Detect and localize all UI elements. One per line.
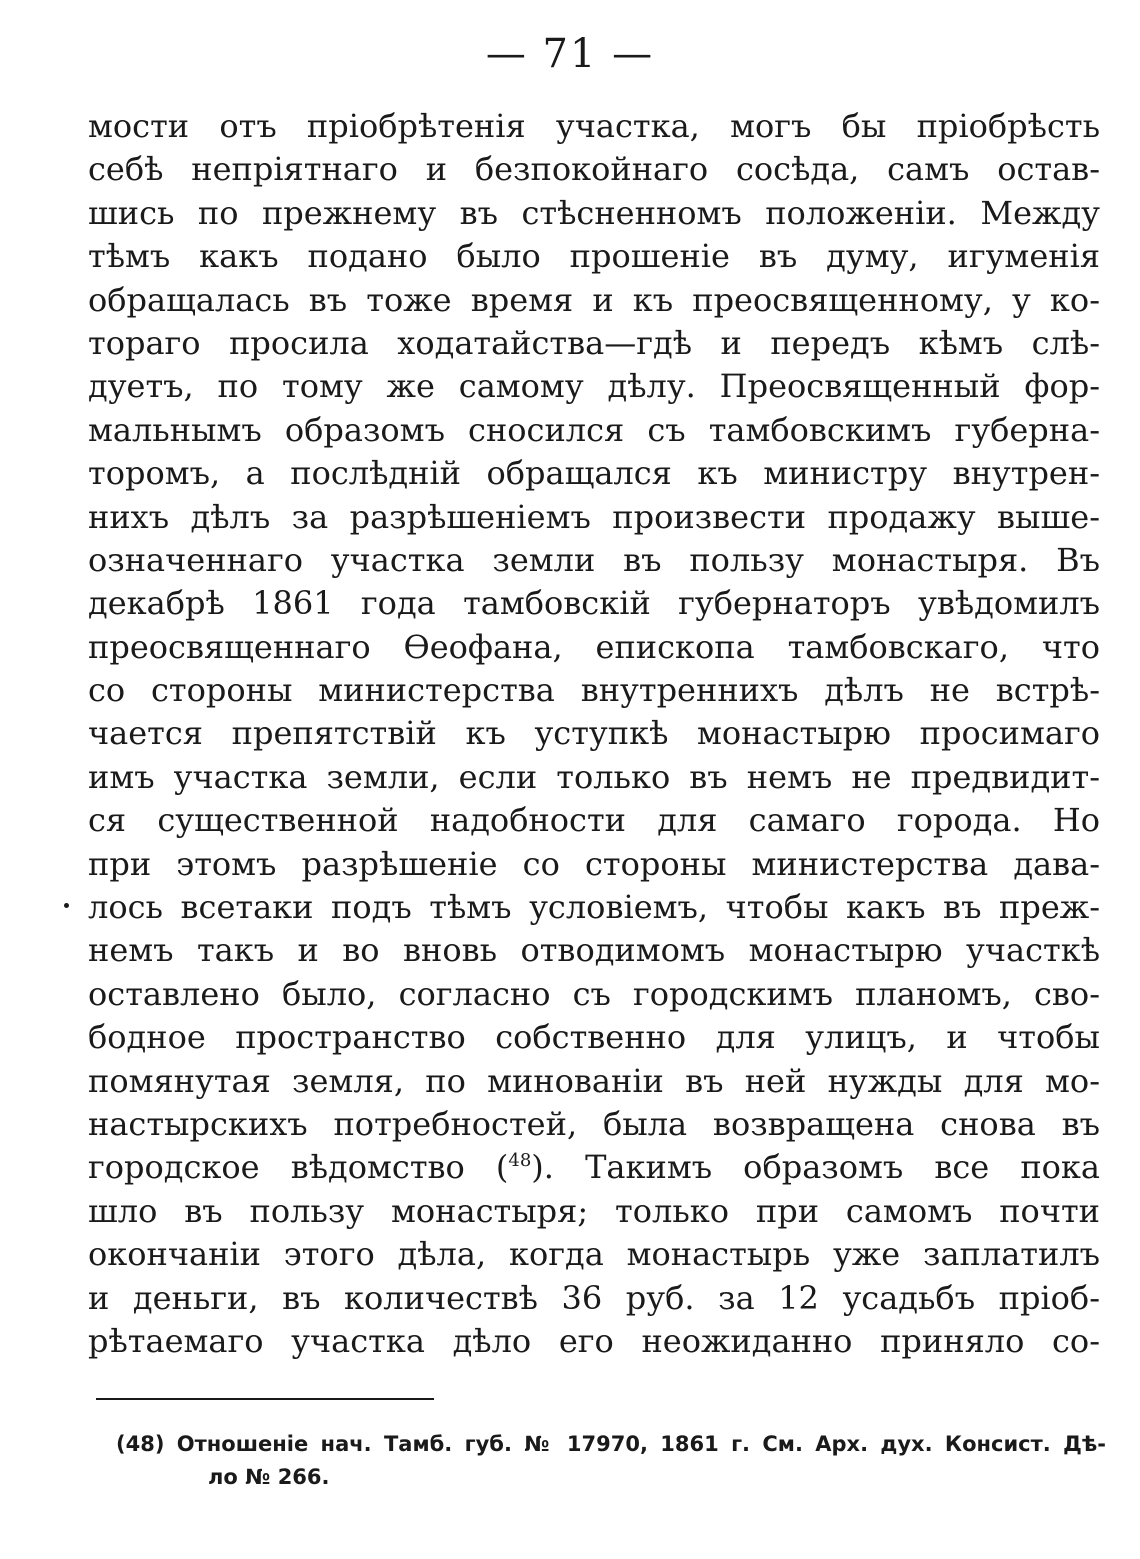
text-line: тораго просила ходатайства—гдѣ и передъ кѣмъ слѣ- — [88, 323, 1100, 362]
text-segment: городское вѣдомство ( — [88, 1148, 509, 1187]
text-line: со стороны министерства внутреннихъ дѣлъ не встрѣ- — [88, 671, 1100, 710]
text-line: окончаніи этого дѣла, когда монастырь уже заплатилъ — [88, 1235, 1100, 1274]
text-line: немъ такъ и во вновь отводимомъ монастырю участкѣ — [88, 931, 1100, 970]
text-line: декабрѣ 1861 года тамбовскій губернаторъ увѣдомилъ — [88, 584, 1100, 623]
page-number: — 71 — — [485, 31, 655, 77]
text-line: мости отъ пріобрѣтенія участка, могъ бы пріобрѣсть — [88, 107, 1100, 145]
footnote-line: ло № 266. — [208, 1465, 330, 1489]
footnote — [116, 1428, 1106, 1494]
text-line: дуетъ, по тому же самому дѣлу. Преосвященный фор- — [88, 367, 1100, 406]
text-line: ся существенной надобности для самаго города. Но — [88, 801, 1100, 840]
footnote-line: (48) Отношеніе нач. Тамб. губ. № 17970, 1861 г. См. Арх. дух. Консист. Дѣ- — [116, 1432, 1106, 1456]
text-line: обращалась въ тоже время и къ преосвященному, у ко- — [88, 280, 1100, 319]
text-line: рѣтаемаго участка дѣло его неожиданно приняло со- — [88, 1321, 1100, 1360]
text-line: тѣмъ какъ подано было прошеніе въ думу, игуменія — [88, 237, 1100, 276]
text-line: чается препятствій къ уступкѣ монастырю просимаго — [88, 714, 1100, 753]
text-line: себѣ непріятнаго и безпокойнаго сосѣда, самъ остав- — [88, 150, 1100, 189]
text-line: оставлено было, согласно съ городскимъ планомъ, сво- — [88, 974, 1100, 1013]
text-line: при этомъ разрѣшеніе со стороны министерства дава- — [88, 844, 1100, 883]
margin-mark — [64, 903, 69, 908]
text-line: торомъ, а послѣдній обращался къ министру внутрен- — [88, 454, 1100, 493]
text-line: лось всетаки подъ тѣмъ условіемъ, чтобы какъ въ преж- — [88, 888, 1100, 927]
text-line: означеннаго участка земли въ пользу монастыря. Въ — [88, 540, 1100, 579]
footnote-divider — [96, 1398, 434, 1400]
text-segment: ). Такимъ образомъ все пока — [531, 1148, 1100, 1187]
text-line: бодное пространство собственно для улицъ, и чтобы — [88, 1018, 1100, 1057]
text-line: преосвященнаго Ѳеофана, епископа тамбовскаго, что — [88, 627, 1100, 666]
text-line: нихъ дѣлъ за разрѣшеніемъ произвести продажу выше- — [88, 497, 1100, 536]
text-line-with-footnote-ref — [88, 1146, 1100, 1189]
text-line: и деньги, въ количествѣ 36 руб. за 12 усадьбъ пріоб- — [88, 1278, 1100, 1317]
text-line: помянутая земля, по минованіи въ ней нужды для мо- — [88, 1061, 1100, 1100]
text-line: шись по прежнему въ стѣсненномъ положеніи. Между — [88, 193, 1100, 232]
text-line: мальнымъ образомъ сносился съ тамбовскимъ губерна- — [88, 410, 1100, 449]
body-text — [88, 105, 1100, 1363]
text-line: шло въ пользу монастыря; только при самомъ почти — [88, 1191, 1100, 1230]
text-line: имъ участка земли, если только въ немъ не предвидит- — [88, 757, 1100, 796]
footnote-reference[interactable]: 48 — [508, 1150, 532, 1172]
text-line: настырскихъ потребностей, была возвращена снова въ — [88, 1104, 1100, 1143]
